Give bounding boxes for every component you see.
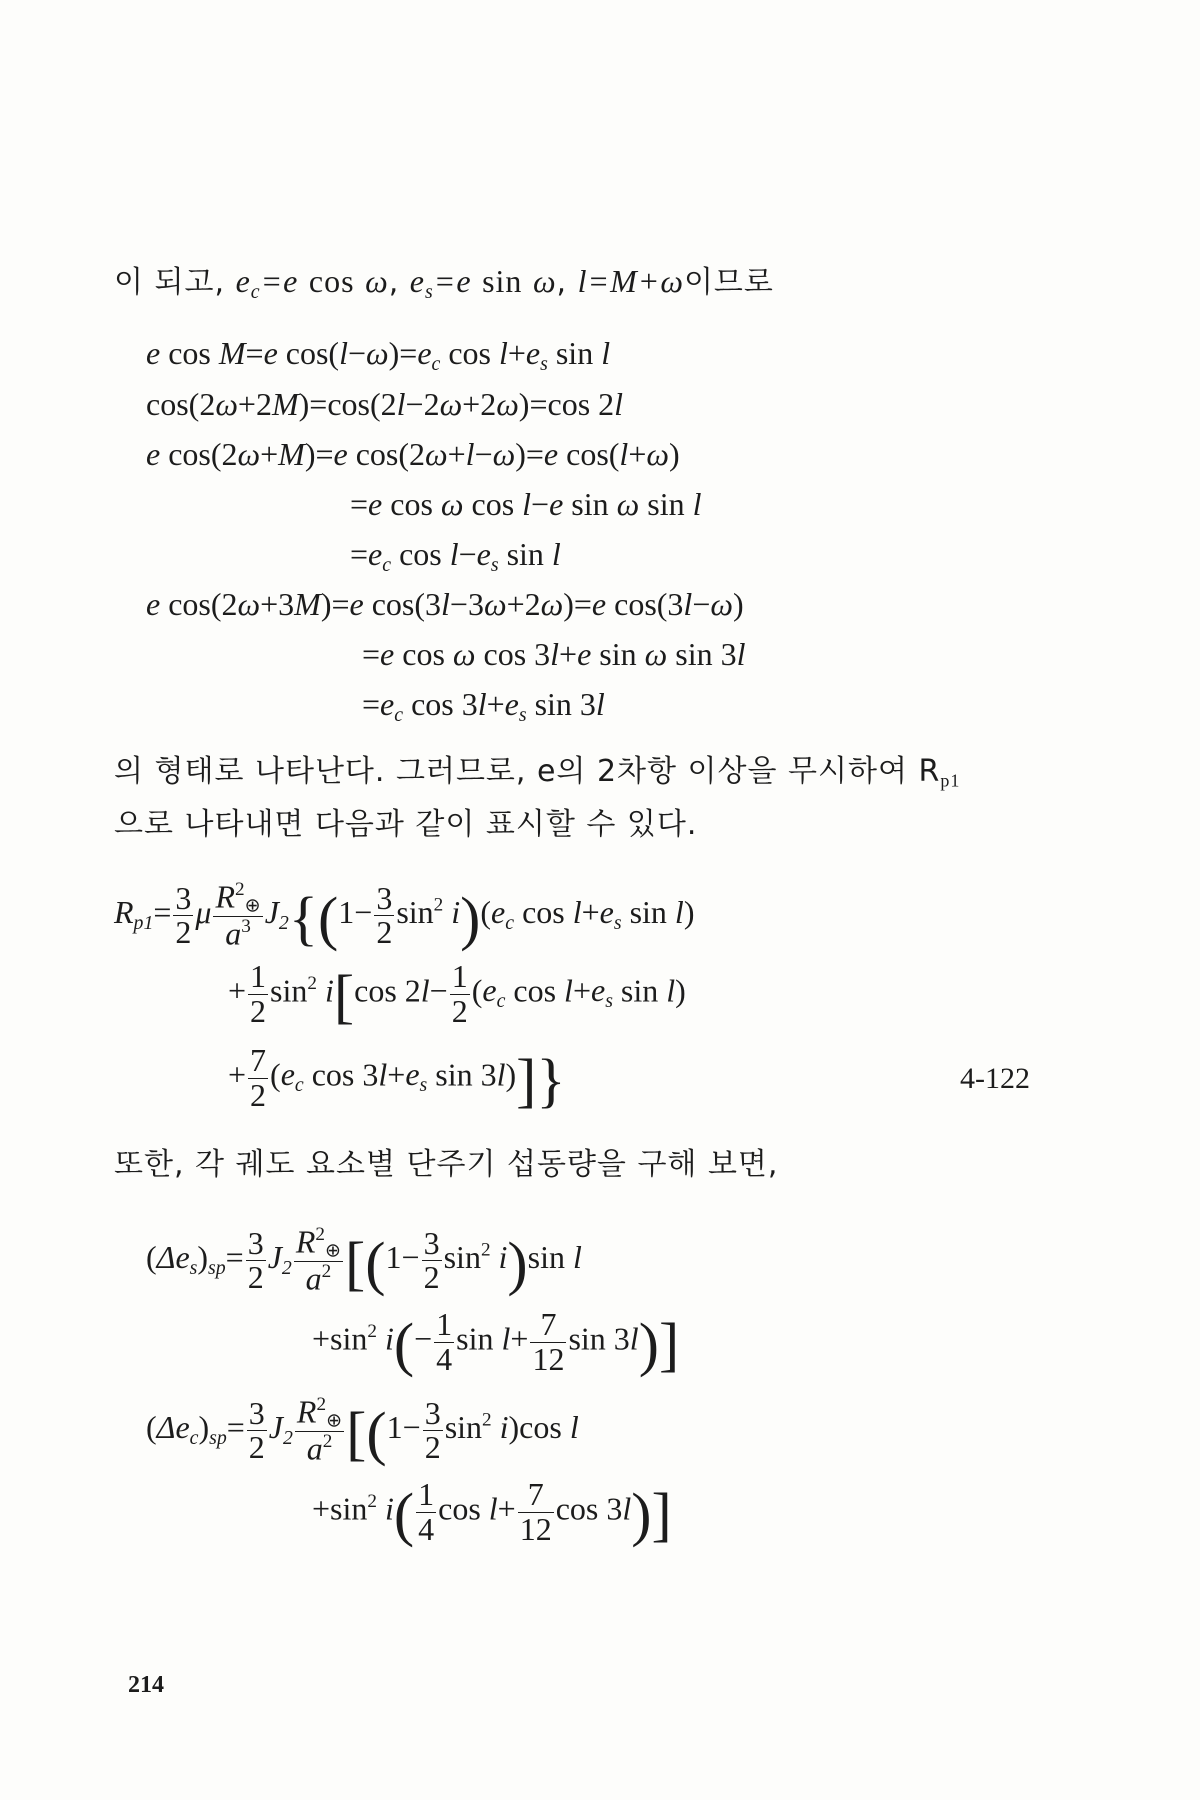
equation-delta-es-line1: $(\Delta e_s)_{sp}=$ $\frac{3}{2}$ $J_2$ $\frac{R^2\oplus}{a^2}$ [(1− $\frac{3}{2}$ $\sin^2 i)\sin$ l [146, 1223, 582, 1298]
equation-rp1-line1: $R_{p1}=$ $\frac{3}{2}$ μ $\frac{R^2\oplus}{a^3}$ $J_2\{(1-$ $\frac{3}{2}$ $\sin^2 i)(e_c$ $\cos l+e_s$ sin l) [114, 878, 695, 953]
paragraph-line: 의 형태로 나타난다. 그러므로, e의 2차항 이상을 무시하여 Rp1 [114, 754, 961, 791]
eq-line: =e cos ω cos l−e sin ω sin l [350, 486, 702, 522]
page-number: 214 [128, 1672, 164, 1698]
eq-line: cos(2ω+2M)=cos(2l−2ω+2ω)=cos 2l [146, 386, 624, 422]
equation-delta-ec-line2: $+\sin^2$ i( $\frac{1}{4}$ cos l+ $\frac{7}{12}$ cos 3l)] [312, 1476, 672, 1549]
paragraph-line: 또한, 각 궤도 요소별 단주기 섭동량을 구해 보면, [114, 1147, 779, 1182]
eq-line: $=e_c$ $\cos 3l+e_s$ sin 3l [362, 686, 605, 726]
equation-delta-es-line2: $+\sin^2$ i(− $\frac{1}{4}$ sin l+ $\frac{7}{12}$ sin 3l)] [312, 1306, 680, 1379]
eq-line: e cos(2ω+3M)=e cos(3l−3ω+2ω)=e cos(3l−ω) [146, 586, 744, 622]
eq-line: e cos(2ω+M)=e cos(2ω+l−ω)=e cos(l+ω) [146, 436, 680, 472]
equation-rp1-line2: + $\frac{1}{2}$ $\sin^2 i[\cos$ 2l− $\frac{1}{2}$ ($e_c$ $\cos l+e_s$ sin l) [228, 958, 686, 1031]
eq-line: $=e_c$ $\cos l-e_s$ sin l [350, 536, 561, 576]
intro-line: 이 되고, $e_c=e$ cos ω, $e_s=e$ sin ω, l=M+ω이므로 [114, 263, 774, 303]
eq-line: =e cos ω cos 3l+e sin ω sin 3l [362, 636, 746, 672]
equation-number: 4-122 [960, 1062, 1030, 1095]
eq-line: e cos M=e $\cos(l-\omega)=e_c$ $\cos l+e_s$ sin l [146, 335, 611, 375]
equation-rp1-line3: + $\frac{7}{2}$ ($e_c$ $\cos 3l+e_s$ sin 3l)]} [228, 1042, 566, 1115]
paragraph-line: 으로 나타내면 다음과 같이 표시할 수 있다. [114, 807, 698, 842]
equation-delta-ec-line1: $(\Delta e_c)_{sp}=$ $\frac{3}{2}$ $J_2$ $\frac{R^2\oplus}{a^2}$ [(1− $\frac{3}{2}$ $\sin^2 i)\cos$ l [146, 1393, 579, 1468]
